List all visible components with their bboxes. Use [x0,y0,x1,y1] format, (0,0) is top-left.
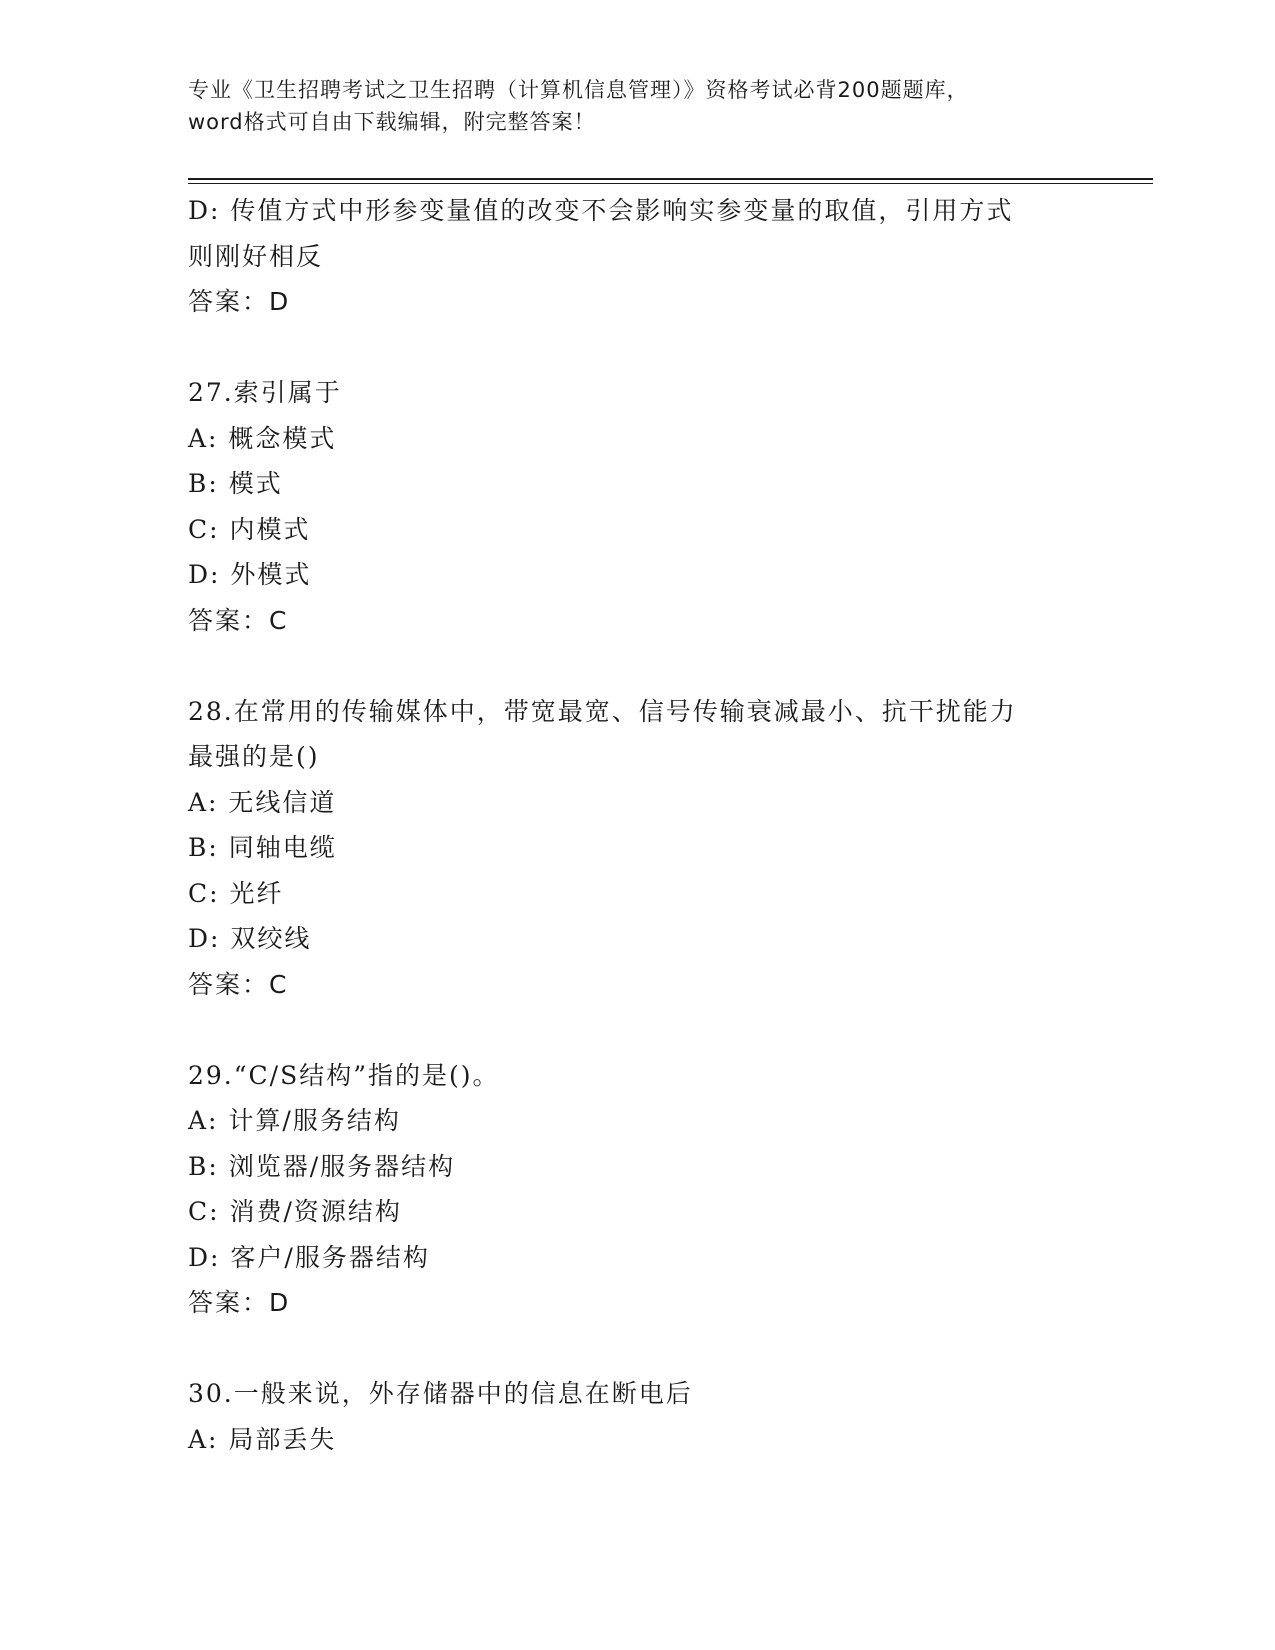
option-d-line-1: D: 传值方式中形参变量值的改变不会影响实参变量的取值，引用方式 [188,196,1014,225]
question-26-tail [188,188,1088,325]
option-c: C: 消费/资源结构 [188,1197,402,1226]
option-d: D: 外模式 [188,560,312,589]
header-divider-thick [188,178,1153,180]
question-30 [188,1371,1088,1462]
spacer [188,1007,1088,1053]
spacer [188,643,1088,689]
option-b: B: 同轴电缆 [188,833,337,862]
header-divider-thin [188,183,1153,184]
option-a: A: 概念模式 [188,423,337,453]
question-stem: 30.一般来说，外存储器中的信息在断电后 [188,1379,693,1408]
spacer [188,325,1088,371]
answer-label: 答案：D [188,1288,291,1317]
option-b: B: 浏览器/服务器结构 [188,1151,456,1181]
option-a: A: 计算/服务结构 [188,1106,401,1135]
option-d: D: 客户/服务器结构 [188,1242,430,1272]
option-b: B: 模式 [188,469,283,498]
option-a: A: 无线信道 [188,787,337,817]
document-header [188,74,1088,138]
question-list [188,188,1088,1462]
answer-label: 答案：C [188,605,289,635]
question-stem-line-2: 最强的是() [188,742,320,771]
question-27 [188,370,1088,643]
question-stem: 27.索引属于 [188,378,342,407]
question-stem-line-1: 28.在常用的传输媒体中，带宽最宽、信号传输衰减最小、抗干扰能力 [188,696,1017,726]
header-line-2: word格式可自由下载编辑，附完整答案！ [188,110,596,134]
option-d: D: 双绞线 [188,924,312,953]
spacer [188,1326,1088,1372]
header-line-1: 专业《卫生招聘考试之卫生招聘（计算机信息管理）》资格考试必背200题题库， [188,78,969,102]
answer-label: 答案：D [188,287,291,316]
question-stem: 29.“C/S结构”指的是()。 [188,1060,500,1090]
question-29 [188,1053,1088,1326]
option-a: A: 局部丢失 [188,1424,337,1454]
option-c: C: 光纤 [188,878,284,908]
option-c: C: 内模式 [188,514,311,544]
option-d-line-2: 则刚好相反 [188,241,324,271]
answer-label: 答案：C [188,969,289,999]
question-28 [188,689,1088,1008]
